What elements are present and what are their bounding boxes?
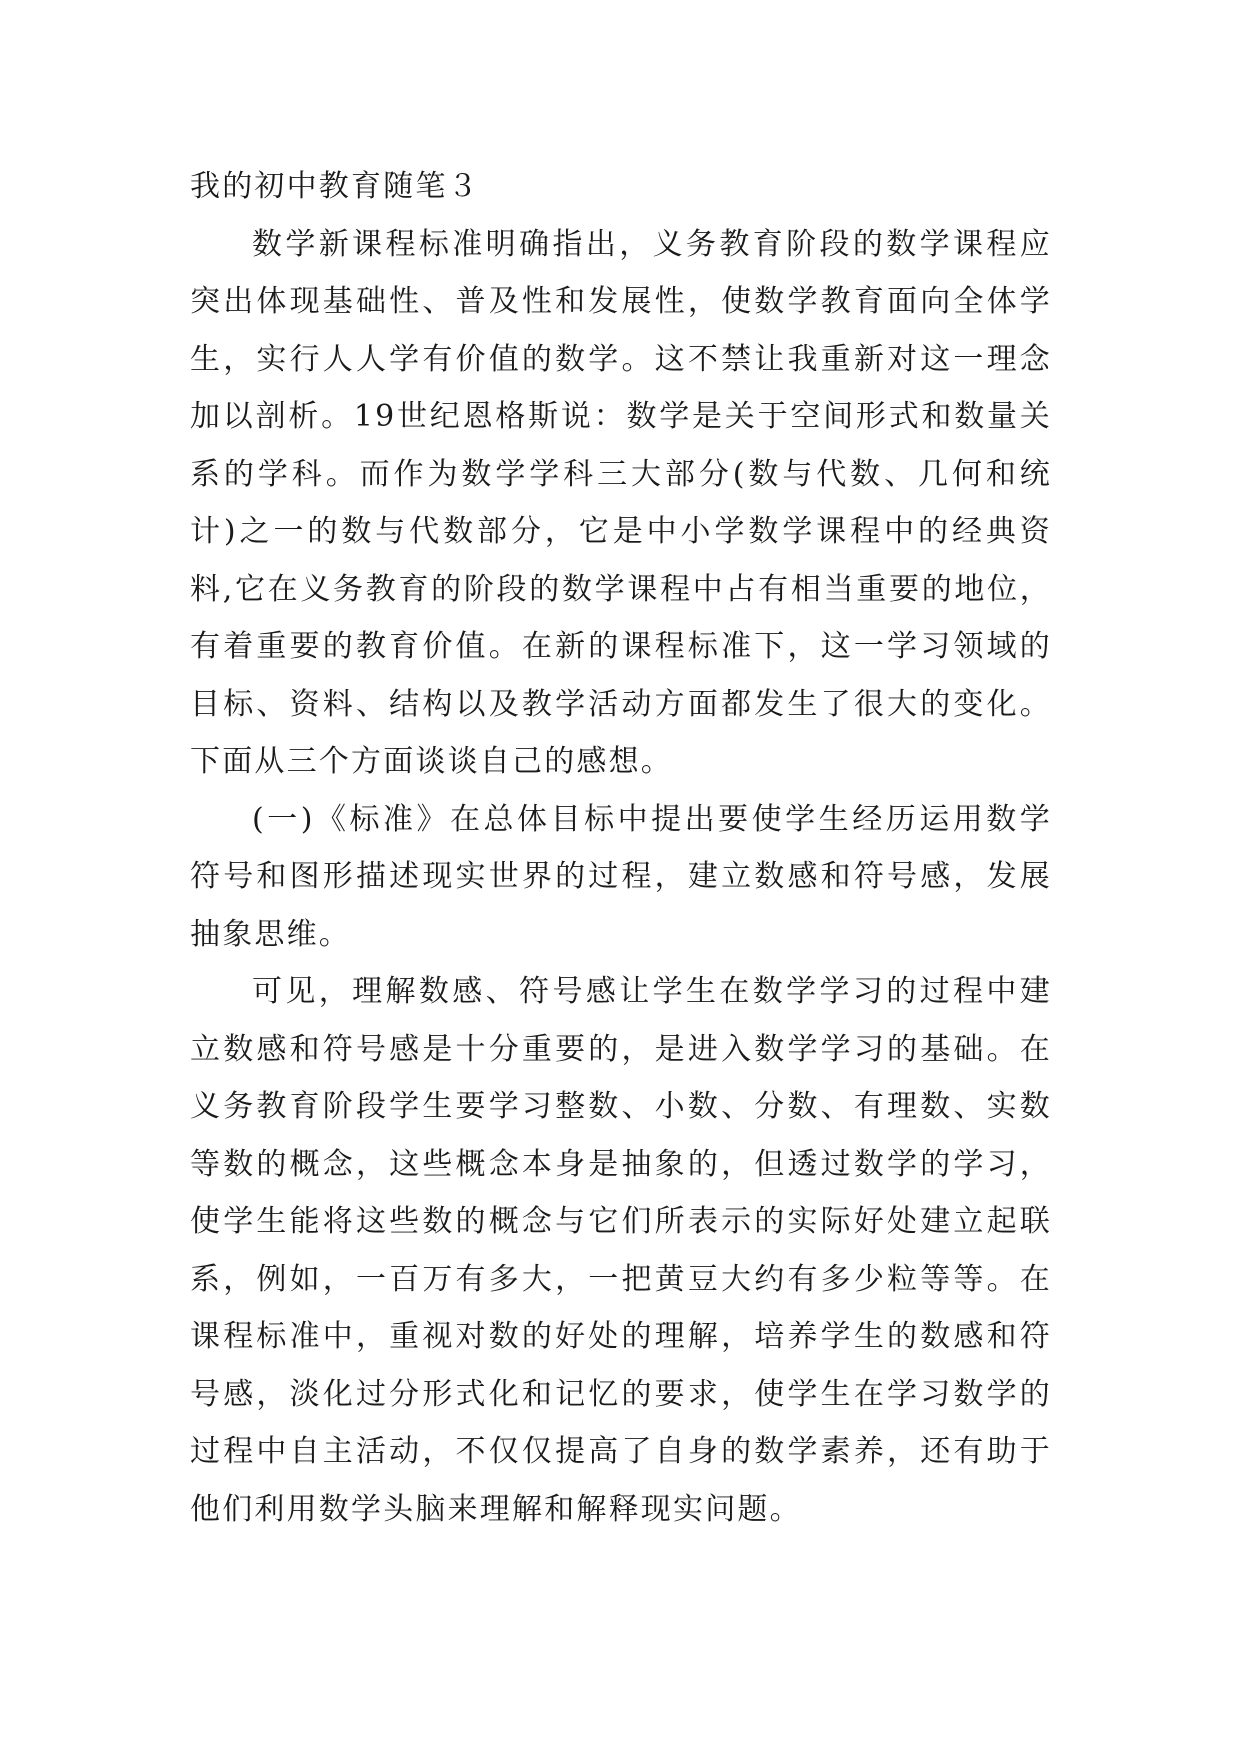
paragraph-3: 可见，理解数感、符号感让学生在数学学习的过程中建立数感和符号感是十分重要的，是进入数学学习的基础。在义务教育阶段学生要学习整数、小数、分数、有理数、实数等数的概念，这些概念本身是抽象的，但透过数学的学习，使学生能将这些数的概念与它们所表示的实际好处建立起联系，例如，一百万有多大，一把黄豆大约有多少粒等等。在课程标准中，重视对数的好处的理解，培养学生的数感和符号感，淡化过分形式化和记忆的要求，使学生在学习数学的过程中自主活动，不仅仅提高了自身的数学素养，还有助于他们利用数学头脑来理解和解释现实问题。 — [190, 974, 1052, 1527]
document-body — [190, 158, 1052, 1538]
paragraph-1: 数学新课程标准明确指出，义务教育阶段的数学课程应突出体现基础性、普及性和发展性，使数学教育面向全体学生，实行人人学有价值的数学。这不禁让我重新对这一理念加以剖析。19世纪恩格斯说：数学是关于空间形式和数量关系的学科。而作为数学学科三大部分(数与代数、几何和统计)之一的数与代数部分，它是中小学数学课程中的经典资料,它在义务教育的阶段的数学课程中占有相当重要的地位，有着重要的教育价值。在新的课程标准下，这一学习领域的目标、资料、结构以及教学活动方面都发生了很大的变化。下面从三个方面谈谈自己的感想。 — [190, 226, 1052, 779]
document-title: 我的初中教育随笔３ — [190, 169, 480, 204]
paragraph-2: (一)《标准》在总体目标中提出要使学生经历运用数学符号和图形描述现实世界的过程，建立数感和符号感，发展抽象思维。 — [190, 801, 1052, 952]
